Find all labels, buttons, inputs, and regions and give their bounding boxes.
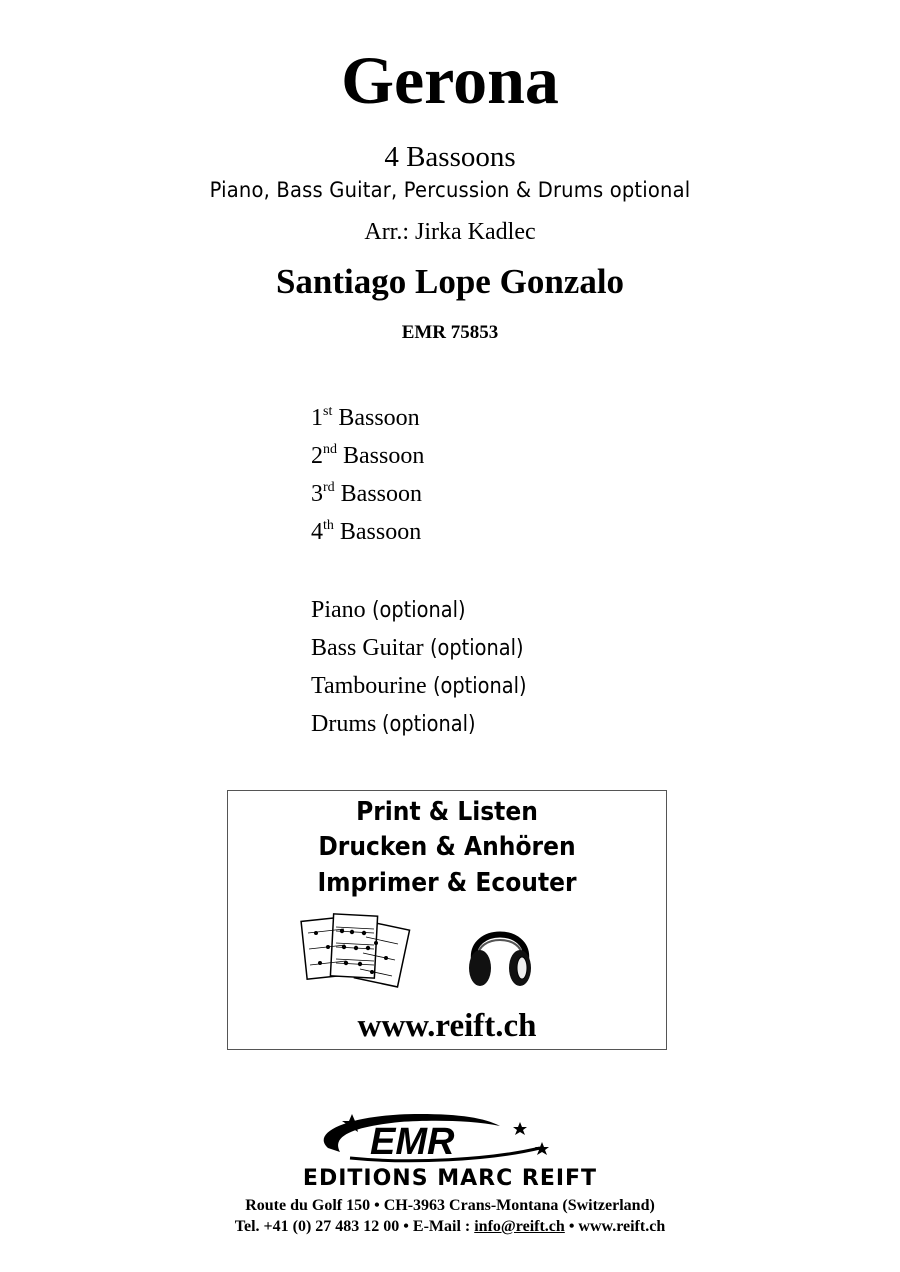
composer-name: Santiago Lope Gonzalo (275, 262, 625, 301)
svg-text:EMR: EMR (370, 1121, 455, 1163)
part-item: Drums (optional) (311, 711, 476, 737)
publisher-contact: Tel. +41 (0) 27 483 12 00 • E-Mail : info@reift.ch • www.reift.ch (234, 1218, 666, 1235)
headphones-icon (464, 916, 536, 992)
part-item: Bass Guitar (optional) (311, 635, 524, 661)
part-item: 2nd Bassoon (311, 442, 425, 469)
publisher-name: EDITIONS MARC REIFT (302, 1166, 598, 1191)
parts-list-optional (311, 591, 539, 743)
part-item: Tambourine (optional) (311, 673, 527, 699)
instrumentation: 4 Bassoons (384, 141, 516, 173)
part-item: 3rd Bassoon (311, 480, 423, 507)
arranger-credit: Arr.: Jirka Kadlec (364, 219, 536, 245)
part-item: 1st Bassoon (311, 404, 420, 431)
promo-line-french: Imprimer & Ecouter (317, 868, 577, 898)
print-listen-box (227, 790, 667, 1050)
publisher-address: Route du Golf 150 • CH-3963 Crans-Montana (Switzerland) (245, 1197, 655, 1214)
email-link[interactable]: info@reift.ch (474, 1218, 565, 1235)
promo-line-german: Drucken & Anhören (318, 832, 576, 862)
sheet-music-icon (300, 911, 412, 991)
promo-line-english: Print & Listen (356, 797, 538, 827)
parts-list-bassoons (311, 399, 424, 551)
catalog-number: EMR 75853 (401, 322, 499, 343)
part-item: Piano (optional) (311, 597, 466, 623)
optional-instruments-line: Piano, Bass Guitar, Percussion & Drums optional (209, 178, 691, 202)
score-title: Gerona (341, 42, 559, 118)
part-item: 4th Bassoon (311, 518, 422, 545)
promo-url[interactable]: www.reift.ch (357, 1008, 537, 1044)
emr-logo (310, 1108, 590, 1164)
